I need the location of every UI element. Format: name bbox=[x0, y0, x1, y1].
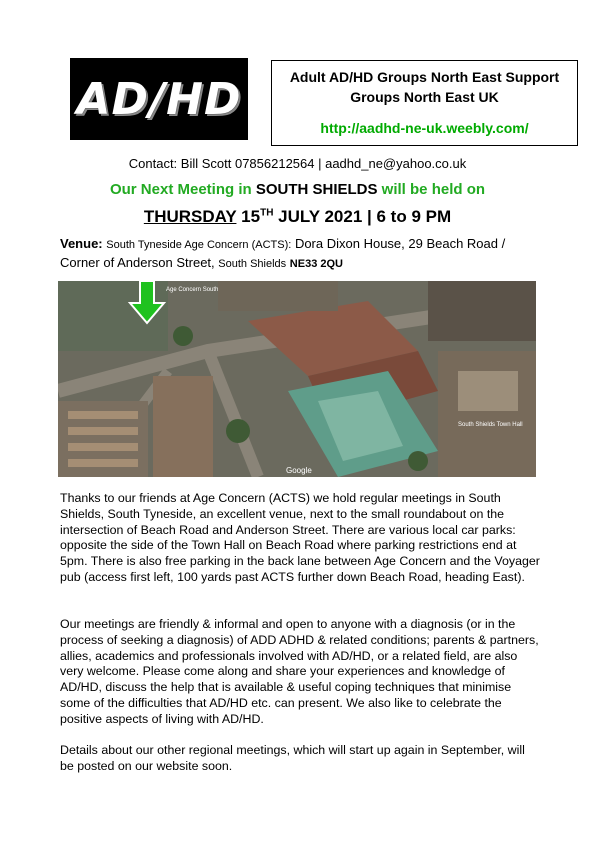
aerial-map-svg bbox=[58, 281, 536, 477]
website-link[interactable]: http://aadhd-ne-uk.weebly.com/ bbox=[320, 120, 529, 136]
paragraph-venue-info: Thanks to our friends at Age Concern (ACTS) we hold regular meetings in South Shields, South Tyneside, an excellent venue, next to the small roundabout on the intersection of Beach Road and Anderson Street. There are various local car parks: opposite the side of the Town Hall on Beach Road where parking restrictions end at 5pm. There is also free parking in the back lane between Age Concern and the Voyager pub (access first left, 100 yards past ACTS further down Beach Road, heading East). bbox=[60, 491, 540, 584]
next-meeting-place: SOUTH SHIELDS bbox=[255, 181, 378, 198]
map-label-age-concern: Age Concern South bbox=[166, 287, 219, 293]
meeting-day-suffix: TH bbox=[260, 207, 274, 219]
venue-block bbox=[60, 235, 550, 273]
paragraph-meeting-info: Our meetings are friendly & informal and open to anyone with a diagnosis (or in the process of seeking a diagnosis) of ADD ADHD & related conditions; parents & partners, allies, academics and professionals involved with AD/HD, or a related field, are also very welcome. Please come along and share your experiences and knowledge of AD/HD, discuss the help that is available & useful coping techniques that minimise some of the difficulties that AD/HD etc. can present. We also like to celebrate the positive aspects of living with AD/HD. bbox=[60, 617, 539, 726]
logo-text: AD/HD bbox=[76, 73, 242, 125]
meeting-day-number: 15 bbox=[241, 207, 261, 226]
map-label-town-hall: South Shields Town Hall bbox=[458, 422, 523, 428]
header-box bbox=[271, 60, 578, 146]
venue-org: South Tyneside Age Concern (ACTS): bbox=[106, 239, 292, 251]
venue-postcode: NE33 2QU bbox=[289, 258, 343, 270]
venue-address-1: Dora Dixon House, 29 Beach Road / bbox=[294, 236, 506, 251]
venue-town: South Shields bbox=[218, 258, 287, 270]
header-line-1: Adult AD/HD Groups North East Support bbox=[289, 69, 560, 85]
aerial-map-image bbox=[58, 281, 536, 477]
venue-address-2: Corner of Anderson Street, bbox=[60, 255, 215, 270]
paragraph-regional-meetings: Details about our other regional meetings, which will start up again in September, will be posted on our website soon. bbox=[60, 743, 525, 773]
meeting-date bbox=[0, 207, 595, 227]
header-line-2: Groups North East UK bbox=[350, 89, 499, 105]
map-google-mark: Google bbox=[286, 466, 312, 475]
venue-label: Venue: bbox=[60, 236, 103, 251]
next-meeting-part1: Our Next Meeting in bbox=[109, 181, 256, 198]
meeting-day: THURSDAY bbox=[143, 207, 237, 226]
next-meeting-part2: will be held on bbox=[377, 181, 486, 198]
adhd-logo bbox=[70, 58, 248, 140]
next-meeting-heading bbox=[0, 181, 595, 198]
meeting-date-rest: JULY 2021 | 6 to 9 PM bbox=[278, 207, 452, 226]
contact-line: Contact: Bill Scott 07856212564 | aadhd_ne@yahoo.co.uk bbox=[128, 156, 467, 171]
